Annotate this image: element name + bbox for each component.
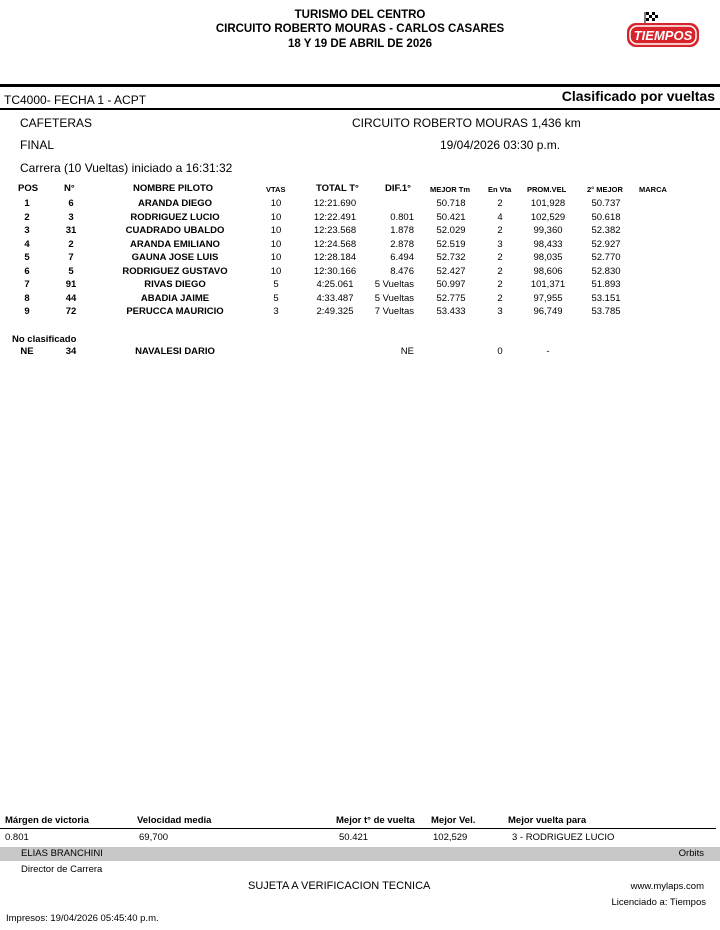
cell-laps: 10 <box>270 198 282 209</box>
event-name: TC4000- FECHA 1 - ACPT <box>4 93 147 107</box>
cell-num: 72 <box>65 306 77 317</box>
timing-brand: Orbits <box>678 848 704 859</box>
col-avg-speed: PROM.VEL <box>527 185 567 194</box>
col-num: N° <box>64 183 75 194</box>
cell-total: 12:22.491 <box>313 211 357 223</box>
director-bar <box>0 847 720 861</box>
license: Licenciado a: Tiempos <box>611 897 706 908</box>
col-brand: MARCA <box>639 185 667 194</box>
cell-on-lap: 3 <box>497 306 503 317</box>
category: CAFETERAS <box>20 116 93 130</box>
cell-num: 44 <box>65 292 77 304</box>
cell-pos: 4 <box>24 238 30 250</box>
director-role: Director de Carrera <box>21 864 103 875</box>
cell-on-lap: 2 <box>497 279 503 290</box>
col-pos: POS <box>18 183 39 194</box>
director-name: ELIAS BRANCHINI <box>21 848 103 859</box>
race-info: Carrera (10 Vueltas) iniciado a 16:31:32 <box>20 161 233 175</box>
cell-pos: 1 <box>24 198 30 209</box>
cell-second-best: 53.785 <box>591 306 621 317</box>
cell-num: 3 <box>68 211 74 223</box>
cell-diff: 8.476 <box>390 265 414 277</box>
cell-total: 12:23.568 <box>313 225 357 236</box>
col-laps: VTAS <box>266 185 286 194</box>
report-title: Clasificado por vueltas <box>561 88 715 104</box>
cell-second-best: 52.382 <box>591 225 621 236</box>
cell-num: 2 <box>68 238 74 250</box>
cell-laps: 10 <box>270 252 282 263</box>
top-rule <box>0 84 720 87</box>
table-row <box>0 198 720 212</box>
event-dates: 18 Y 19 DE ABRIL DE 2026 <box>287 38 433 50</box>
cell-diff: 7 Vueltas <box>374 306 414 317</box>
cell-laps: 5 <box>273 279 279 290</box>
cell-driver: CUADRADO UBALDO <box>125 225 225 236</box>
table-row <box>0 252 720 266</box>
stage: FINAL <box>20 138 55 152</box>
cell-best: 50.421 <box>436 211 466 223</box>
second-rule <box>0 108 720 110</box>
cell-pos: 3 <box>24 225 30 236</box>
circuit-title: CIRCUITO ROBERTO MOURAS - CARLOS CASARES <box>215 23 505 35</box>
cell-total: 12:21.690 <box>313 198 357 209</box>
verification-note: SUJETA A VERIFICACION TECNICA <box>248 880 431 892</box>
cell-second-best: 53.151 <box>591 292 621 304</box>
cell-avg-speed: - <box>546 346 550 357</box>
not-classified-label: No clasificado <box>12 334 77 345</box>
tiempos-logo <box>626 10 700 50</box>
cell-diff: 5 Vueltas <box>374 292 414 304</box>
cell-on-lap: 2 <box>497 198 503 209</box>
cell-driver: RODRIGUEZ GUSTAVO <box>122 265 228 277</box>
cell-on-lap: 2 <box>497 265 503 277</box>
cell-pos: 8 <box>24 292 30 304</box>
col-second-best: 2° MEJOR <box>587 185 623 194</box>
table-row <box>0 293 720 307</box>
svg-text:TIEMPOS: TIEMPOS <box>633 28 693 43</box>
best-speed-value: 102,529 <box>433 832 468 843</box>
col-diff: DIF.1° <box>385 183 411 194</box>
best-lap-for-value: 3 - RODRIGUEZ LUCIO <box>512 832 615 843</box>
cell-avg-speed: 102,529 <box>530 211 566 223</box>
cell-diff: 2.878 <box>390 238 414 250</box>
cell-total: 2:49.325 <box>316 306 354 317</box>
table-row <box>0 306 720 320</box>
cell-avg-speed: 101,928 <box>530 198 566 209</box>
printed-timestamp: Impresos: 19/04/2026 05:45:40 p.m. <box>6 913 159 924</box>
cell-on-lap: 3 <box>497 238 503 250</box>
cell-avg-speed: 98,606 <box>533 265 563 277</box>
col-on-lap: En Vta <box>488 185 512 194</box>
table-row <box>0 239 720 253</box>
table-row <box>0 346 720 360</box>
cell-on-lap: 4 <box>497 211 503 223</box>
cell-best: 50.718 <box>436 198 466 209</box>
cell-on-lap: 0 <box>497 346 503 357</box>
cell-best: 52.775 <box>436 292 466 304</box>
cell-diff: NE <box>400 346 414 357</box>
cell-pos: 2 <box>24 211 30 223</box>
cell-laps: 5 <box>273 292 279 304</box>
cell-best: 53.433 <box>436 306 466 317</box>
cell-num: 7 <box>68 252 74 263</box>
cell-total: 12:24.568 <box>313 238 357 250</box>
cell-total: 4:25.061 <box>316 279 354 290</box>
avg-speed-value: 69,700 <box>139 832 169 843</box>
cell-pos: 9 <box>24 306 30 317</box>
col-driver: NOMBRE PILOTO <box>133 183 214 194</box>
cell-pos: 5 <box>24 252 30 263</box>
margin-label: Márgen de victoria <box>5 815 89 826</box>
cell-num: 34 <box>65 346 77 357</box>
cell-laps: 10 <box>270 265 282 277</box>
cell-total: 12:30.166 <box>313 265 357 277</box>
cell-on-lap: 2 <box>497 252 503 263</box>
cell-num: 31 <box>65 225 77 236</box>
margin-value: 0.801 <box>5 832 29 843</box>
cell-num: 6 <box>68 198 74 209</box>
table-row <box>0 266 720 280</box>
cell-pos: 6 <box>24 265 30 277</box>
col-best: MEJOR Tm <box>430 185 471 194</box>
best-speed-label: Mejor Vel. <box>431 815 476 826</box>
cell-best: 50.997 <box>436 279 466 290</box>
cell-laps: 10 <box>270 225 282 236</box>
cell-on-lap: 2 <box>497 225 503 236</box>
cell-driver: ARANDA EMILIANO <box>130 238 220 250</box>
cell-laps: 3 <box>273 306 279 317</box>
cell-diff: 1.878 <box>390 225 414 236</box>
cell-num: 5 <box>68 265 74 277</box>
cell-second-best: 50.737 <box>591 198 621 209</box>
cell-total: 4:33.487 <box>316 292 354 304</box>
cell-laps: 10 <box>270 238 282 250</box>
cell-best: 52.519 <box>436 238 466 250</box>
cell-diff: 6.494 <box>390 252 414 263</box>
event-title: TURISMO DEL CENTRO <box>294 9 426 21</box>
cell-avg-speed: 98,433 <box>533 238 563 250</box>
cell-avg-speed: 98,035 <box>533 252 563 263</box>
best-lap-label: Mejor t° de vuelta <box>336 815 415 826</box>
cell-avg-speed: 97,955 <box>533 292 563 304</box>
cell-driver: PERUCCA MAURICIO <box>126 306 224 317</box>
cell-pos: NE <box>20 346 34 357</box>
table-row <box>0 279 720 293</box>
col-total: TOTAL T° <box>316 183 359 194</box>
cell-driver: RIVAS DIEGO <box>144 279 206 290</box>
cell-driver: ABADIA JAIME <box>140 292 210 304</box>
cell-second-best: 52.830 <box>591 265 621 277</box>
cell-diff: 5 Vueltas <box>374 279 414 290</box>
cell-best: 52.427 <box>436 265 466 277</box>
cell-best: 52.732 <box>436 252 466 263</box>
avg-speed-label: Velocidad media <box>137 815 212 826</box>
table-row <box>0 212 720 226</box>
cell-pos: 7 <box>24 279 30 290</box>
cell-driver: RODRIGUEZ LUCIO <box>130 211 220 223</box>
cell-driver: GAUNA JOSE LUIS <box>131 252 219 263</box>
cell-num: 91 <box>65 279 77 290</box>
cell-laps: 10 <box>270 211 282 223</box>
cell-second-best: 50.618 <box>591 211 621 223</box>
cell-driver: NAVALESI DARIO <box>135 346 215 357</box>
cell-second-best: 52.770 <box>591 252 621 263</box>
cell-on-lap: 2 <box>497 292 503 304</box>
circuit-length: CIRCUITO ROBERTO MOURAS 1,436 km <box>352 116 581 130</box>
cell-total: 12:28.184 <box>313 252 357 263</box>
footer-rule <box>0 828 716 829</box>
cell-diff: 0.801 <box>390 211 414 223</box>
cell-second-best: 52.927 <box>591 238 621 250</box>
cell-avg-speed: 96,749 <box>533 306 563 317</box>
table-row <box>0 225 720 239</box>
website: www.mylaps.com <box>630 881 704 892</box>
cell-driver: ARANDA DIEGO <box>137 198 213 209</box>
cell-avg-speed: 101,371 <box>530 279 566 290</box>
best-lap-for-label: Mejor vuelta para <box>508 815 587 826</box>
session-datetime: 19/04/2026 03:30 p.m. <box>440 138 561 152</box>
cell-second-best: 51.893 <box>591 279 621 290</box>
cell-avg-speed: 99,360 <box>533 225 563 236</box>
best-lap-value: 50.421 <box>339 832 369 843</box>
cell-best: 52.029 <box>436 225 466 236</box>
